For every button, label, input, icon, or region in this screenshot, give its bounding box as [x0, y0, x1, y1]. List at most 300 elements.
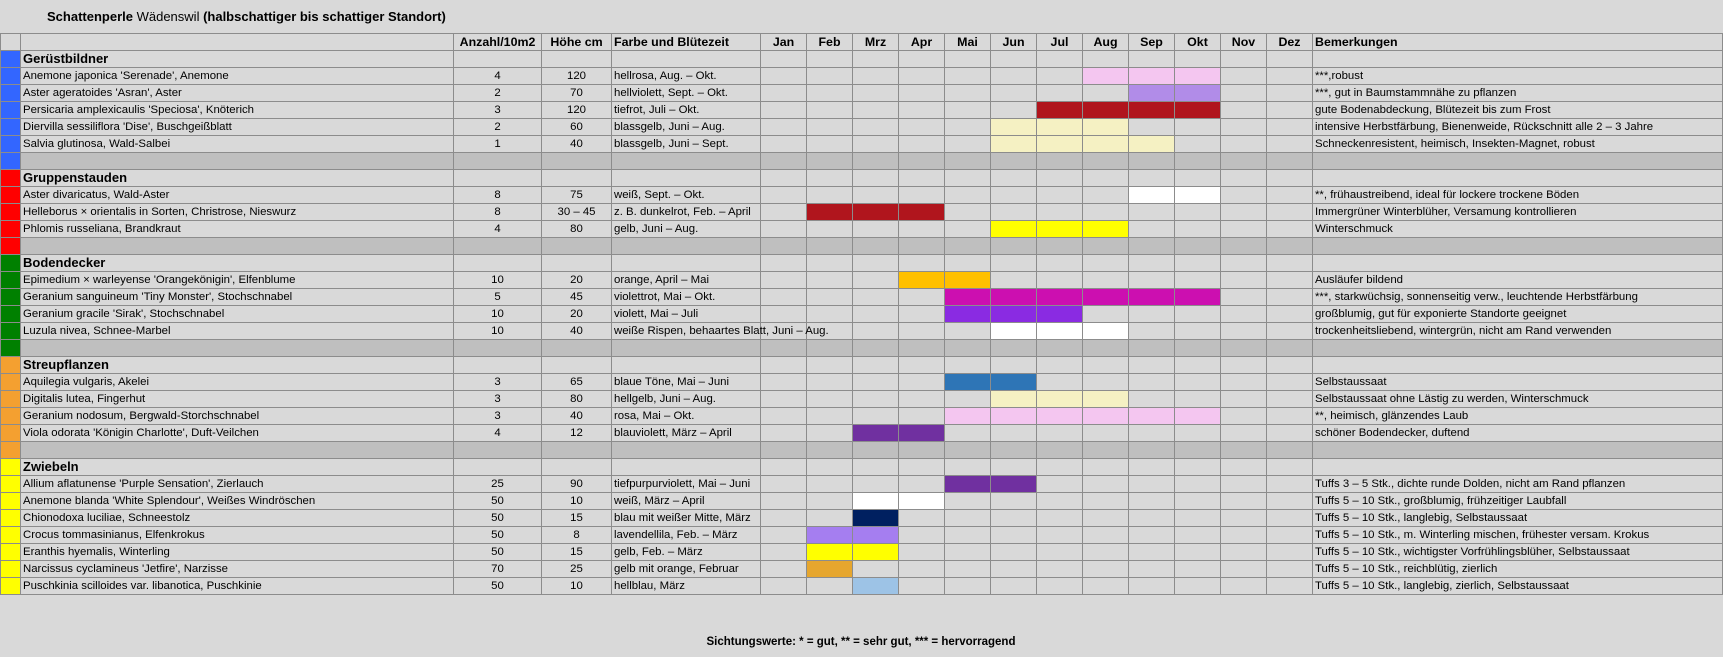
notes-cell[interactable]: intensive Herbstfärbung, Bienenweide, Rückschnitt alle 2 – 3 Jahre: [1313, 119, 1723, 136]
month-cell[interactable]: [761, 408, 807, 425]
empty-cell[interactable]: [1313, 170, 1723, 187]
month-cell[interactable]: [1267, 527, 1313, 544]
month-cell[interactable]: [1267, 544, 1313, 561]
height-cell[interactable]: 25: [542, 561, 612, 578]
separator-cell[interactable]: [1, 340, 21, 357]
bloom-cell[interactable]: blau mit weißer Mitte, März: [612, 510, 761, 527]
separator-cell[interactable]: [454, 238, 542, 255]
month-cell[interactable]: [1267, 119, 1313, 136]
empty-cell[interactable]: [1037, 51, 1083, 68]
month-cell[interactable]: [1267, 102, 1313, 119]
plant-name-cell[interactable]: Narcissus cyclamineus 'Jetfire', Narzisse: [21, 561, 454, 578]
empty-cell[interactable]: [991, 357, 1037, 374]
month-cell[interactable]: [1267, 323, 1313, 340]
bloom-cell[interactable]: tiefrot, Juli – Okt.: [612, 102, 761, 119]
bloom-month-cell[interactable]: [1037, 408, 1083, 425]
bloom-month-cell[interactable]: [1037, 119, 1083, 136]
month-cell[interactable]: [761, 68, 807, 85]
separator-cell[interactable]: [807, 442, 853, 459]
month-cell[interactable]: [807, 391, 853, 408]
bloom-month-cell[interactable]: [945, 476, 991, 493]
category-color-swatch[interactable]: [1, 272, 21, 289]
category-color-swatch[interactable]: [1, 68, 21, 85]
empty-cell[interactable]: [807, 459, 853, 476]
empty-cell[interactable]: [1129, 170, 1175, 187]
category-color-swatch[interactable]: [1, 51, 21, 68]
header-cell[interactable]: Okt: [1175, 34, 1221, 51]
month-cell[interactable]: [899, 391, 945, 408]
bloom-month-cell[interactable]: [1037, 391, 1083, 408]
separator-cell[interactable]: [1129, 153, 1175, 170]
separator-cell[interactable]: [1129, 238, 1175, 255]
separator-cell[interactable]: [1221, 340, 1267, 357]
height-cell[interactable]: 75: [542, 187, 612, 204]
separator-cell[interactable]: [454, 153, 542, 170]
month-cell[interactable]: [1267, 85, 1313, 102]
header-cell[interactable]: Feb: [807, 34, 853, 51]
category-name[interactable]: Zwiebeln: [21, 459, 454, 476]
separator-cell[interactable]: [1313, 153, 1723, 170]
quantity-cell[interactable]: 5: [454, 289, 542, 306]
empty-cell[interactable]: [1129, 255, 1175, 272]
bloom-month-cell[interactable]: [1083, 102, 1129, 119]
separator-cell[interactable]: [807, 340, 853, 357]
bloom-month-cell[interactable]: [991, 476, 1037, 493]
month-cell[interactable]: [807, 289, 853, 306]
month-cell[interactable]: [1175, 306, 1221, 323]
month-cell[interactable]: [945, 68, 991, 85]
bloom-month-cell[interactable]: [807, 544, 853, 561]
month-cell[interactable]: [945, 102, 991, 119]
month-cell[interactable]: [1037, 493, 1083, 510]
month-cell[interactable]: [1129, 493, 1175, 510]
empty-cell[interactable]: [853, 170, 899, 187]
bloom-month-cell[interactable]: [1037, 323, 1083, 340]
month-cell[interactable]: [1221, 289, 1267, 306]
separator-cell[interactable]: [1175, 340, 1221, 357]
quantity-cell[interactable]: 4: [454, 425, 542, 442]
bloom-month-cell[interactable]: [1037, 289, 1083, 306]
quantity-cell[interactable]: 2: [454, 119, 542, 136]
bloom-month-cell[interactable]: [899, 204, 945, 221]
separator-cell[interactable]: [1083, 153, 1129, 170]
plant-name-cell[interactable]: Aquilegia vulgaris, Akelei: [21, 374, 454, 391]
month-cell[interactable]: [1267, 187, 1313, 204]
month-cell[interactable]: [991, 187, 1037, 204]
month-cell[interactable]: [1129, 510, 1175, 527]
empty-cell[interactable]: [807, 357, 853, 374]
empty-cell[interactable]: [1313, 51, 1723, 68]
bloom-month-cell[interactable]: [945, 289, 991, 306]
plant-name-cell[interactable]: Phlomis russeliana, Brandkraut: [21, 221, 454, 238]
height-cell[interactable]: 20: [542, 306, 612, 323]
notes-cell[interactable]: gute Bodenabdeckung, Blütezeit bis zum Frost: [1313, 102, 1723, 119]
month-cell[interactable]: [1083, 204, 1129, 221]
month-cell[interactable]: [991, 272, 1037, 289]
notes-cell[interactable]: Tuffs 3 – 5 Stk., dichte runde Dolden, nicht am Rand pflanzen: [1313, 476, 1723, 493]
month-cell[interactable]: [807, 119, 853, 136]
quantity-cell[interactable]: 50: [454, 510, 542, 527]
bloom-cell[interactable]: gelb, Juni – Aug.: [612, 221, 761, 238]
bloom-month-cell[interactable]: [1129, 136, 1175, 153]
month-cell[interactable]: [945, 561, 991, 578]
bloom-month-cell[interactable]: [1129, 68, 1175, 85]
month-cell[interactable]: [1083, 272, 1129, 289]
quantity-cell[interactable]: 2: [454, 85, 542, 102]
month-cell[interactable]: [1083, 374, 1129, 391]
separator-cell[interactable]: [853, 238, 899, 255]
month-cell[interactable]: [853, 408, 899, 425]
empty-cell[interactable]: [1313, 255, 1723, 272]
bloom-cell[interactable]: blassgelb, Juni – Aug.: [612, 119, 761, 136]
month-cell[interactable]: [1083, 306, 1129, 323]
month-cell[interactable]: [945, 221, 991, 238]
separator-cell[interactable]: [1267, 340, 1313, 357]
empty-cell[interactable]: [945, 255, 991, 272]
month-cell[interactable]: [1175, 476, 1221, 493]
month-cell[interactable]: [1267, 204, 1313, 221]
quantity-cell[interactable]: 10: [454, 272, 542, 289]
month-cell[interactable]: [991, 510, 1037, 527]
empty-cell[interactable]: [991, 459, 1037, 476]
month-cell[interactable]: [991, 578, 1037, 595]
height-cell[interactable]: 40: [542, 136, 612, 153]
header-cell[interactable]: Apr: [899, 34, 945, 51]
plant-name-cell[interactable]: Helleborus × orientalis in Sorten, Christrose, Nieswurz: [21, 204, 454, 221]
bloom-month-cell[interactable]: [853, 510, 899, 527]
category-color-swatch[interactable]: [1, 136, 21, 153]
empty-cell[interactable]: [1037, 357, 1083, 374]
category-color-swatch[interactable]: [1, 255, 21, 272]
month-cell[interactable]: [853, 68, 899, 85]
category-color-swatch[interactable]: [1, 374, 21, 391]
month-cell[interactable]: [807, 272, 853, 289]
plant-name-cell[interactable]: Eranthis hyemalis, Winterling: [21, 544, 454, 561]
separator-cell[interactable]: [945, 153, 991, 170]
empty-cell[interactable]: [612, 51, 761, 68]
separator-cell[interactable]: [807, 153, 853, 170]
month-cell[interactable]: [807, 85, 853, 102]
empty-cell[interactable]: [1129, 357, 1175, 374]
bloom-month-cell[interactable]: [1175, 187, 1221, 204]
month-cell[interactable]: [761, 136, 807, 153]
empty-cell[interactable]: [1221, 51, 1267, 68]
quantity-cell[interactable]: 25: [454, 476, 542, 493]
month-cell[interactable]: [761, 102, 807, 119]
bloom-month-cell[interactable]: [1175, 85, 1221, 102]
bloom-month-cell[interactable]: [945, 374, 991, 391]
month-cell[interactable]: [1221, 136, 1267, 153]
month-cell[interactable]: [807, 102, 853, 119]
plant-name-cell[interactable]: Epimedium × warleyense 'Orangekönigin', Elfenblume: [21, 272, 454, 289]
bloom-month-cell[interactable]: [1083, 408, 1129, 425]
month-cell[interactable]: [1175, 136, 1221, 153]
bloom-cell[interactable]: hellviolett, Sept. – Okt.: [612, 85, 761, 102]
header-cell-empty[interactable]: [21, 34, 454, 51]
bloom-month-cell[interactable]: [1129, 187, 1175, 204]
empty-cell[interactable]: [454, 459, 542, 476]
empty-cell[interactable]: [1037, 170, 1083, 187]
month-cell[interactable]: [945, 578, 991, 595]
separator-cell[interactable]: [1221, 238, 1267, 255]
month-cell[interactable]: [1175, 323, 1221, 340]
empty-cell[interactable]: [1267, 357, 1313, 374]
month-cell[interactable]: [1129, 561, 1175, 578]
bloom-cell[interactable]: weiß, Sept. – Okt.: [612, 187, 761, 204]
quantity-cell[interactable]: 50: [454, 578, 542, 595]
header-cell-empty[interactable]: [1, 34, 21, 51]
empty-cell[interactable]: [1175, 51, 1221, 68]
plant-name-cell[interactable]: Persicaria amplexicaulis 'Speciosa', Knöterich: [21, 102, 454, 119]
height-cell[interactable]: 80: [542, 391, 612, 408]
empty-cell[interactable]: [991, 51, 1037, 68]
month-cell[interactable]: [1037, 510, 1083, 527]
month-cell[interactable]: [945, 85, 991, 102]
empty-cell[interactable]: [1129, 459, 1175, 476]
empty-cell[interactable]: [454, 170, 542, 187]
month-cell[interactable]: [1083, 85, 1129, 102]
month-cell[interactable]: [899, 578, 945, 595]
month-cell[interactable]: [807, 476, 853, 493]
plant-name-cell[interactable]: Chionodoxa luciliae, Schneestolz: [21, 510, 454, 527]
month-cell[interactable]: [761, 289, 807, 306]
separator-cell[interactable]: [1, 238, 21, 255]
category-color-swatch[interactable]: [1, 306, 21, 323]
header-cell[interactable]: Höhe cm: [542, 34, 612, 51]
empty-cell[interactable]: [1037, 255, 1083, 272]
month-cell[interactable]: [1037, 476, 1083, 493]
category-color-swatch[interactable]: [1, 459, 21, 476]
separator-cell[interactable]: [853, 153, 899, 170]
bloom-month-cell[interactable]: [991, 119, 1037, 136]
empty-cell[interactable]: [542, 255, 612, 272]
notes-cell[interactable]: **, frühaustreibend, ideal für lockere trockene Böden: [1313, 187, 1723, 204]
quantity-cell[interactable]: 4: [454, 221, 542, 238]
empty-cell[interactable]: [1175, 357, 1221, 374]
bloom-month-cell[interactable]: [899, 493, 945, 510]
month-cell[interactable]: [899, 476, 945, 493]
category-name[interactable]: Gruppenstauden: [21, 170, 454, 187]
bloom-month-cell[interactable]: [807, 527, 853, 544]
separator-cell[interactable]: [1, 442, 21, 459]
bloom-month-cell[interactable]: [853, 204, 899, 221]
bloom-month-cell[interactable]: [1083, 221, 1129, 238]
separator-cell[interactable]: [991, 442, 1037, 459]
separator-cell[interactable]: [761, 340, 807, 357]
bloom-cell[interactable]: blauviolett, März – April: [612, 425, 761, 442]
empty-cell[interactable]: [899, 51, 945, 68]
bloom-month-cell[interactable]: [1129, 102, 1175, 119]
month-cell[interactable]: [1175, 272, 1221, 289]
month-cell[interactable]: [1083, 510, 1129, 527]
notes-cell[interactable]: Selbstaussaat: [1313, 374, 1723, 391]
empty-cell[interactable]: [1313, 357, 1723, 374]
separator-cell[interactable]: [1313, 238, 1723, 255]
empty-cell[interactable]: [1083, 170, 1129, 187]
height-cell[interactable]: 10: [542, 578, 612, 595]
bloom-cell[interactable]: gelb mit orange, Februar: [612, 561, 761, 578]
empty-cell[interactable]: [761, 459, 807, 476]
bloom-month-cell[interactable]: [991, 374, 1037, 391]
empty-cell[interactable]: [991, 255, 1037, 272]
month-cell[interactable]: [1221, 493, 1267, 510]
separator-cell[interactable]: [1221, 153, 1267, 170]
separator-cell[interactable]: [761, 238, 807, 255]
empty-cell[interactable]: [1083, 51, 1129, 68]
bloom-month-cell[interactable]: [1129, 289, 1175, 306]
empty-cell[interactable]: [454, 51, 542, 68]
empty-cell[interactable]: [1313, 459, 1723, 476]
notes-cell[interactable]: Ausläufer bildend: [1313, 272, 1723, 289]
month-cell[interactable]: [1037, 272, 1083, 289]
empty-cell[interactable]: [1267, 51, 1313, 68]
month-cell[interactable]: [1037, 578, 1083, 595]
notes-cell[interactable]: schöner Bodendecker, duftend: [1313, 425, 1723, 442]
quantity-cell[interactable]: 70: [454, 561, 542, 578]
month-cell[interactable]: [1267, 561, 1313, 578]
separator-cell[interactable]: [542, 340, 612, 357]
empty-cell[interactable]: [853, 459, 899, 476]
month-cell[interactable]: [1175, 544, 1221, 561]
month-cell[interactable]: [853, 85, 899, 102]
month-cell[interactable]: [853, 306, 899, 323]
month-cell[interactable]: [1175, 221, 1221, 238]
empty-cell[interactable]: [1221, 357, 1267, 374]
empty-cell[interactable]: [899, 459, 945, 476]
month-cell[interactable]: [761, 493, 807, 510]
month-cell[interactable]: [899, 510, 945, 527]
empty-cell[interactable]: [454, 357, 542, 374]
month-cell[interactable]: [1221, 119, 1267, 136]
header-cell[interactable]: Bemerkungen: [1313, 34, 1723, 51]
month-cell[interactable]: [1267, 289, 1313, 306]
header-cell[interactable]: Farbe und Blütezeit: [612, 34, 761, 51]
month-cell[interactable]: [1267, 68, 1313, 85]
empty-cell[interactable]: [807, 51, 853, 68]
empty-cell[interactable]: [542, 170, 612, 187]
header-cell[interactable]: Nov: [1221, 34, 1267, 51]
month-cell[interactable]: [945, 527, 991, 544]
separator-cell[interactable]: [1175, 153, 1221, 170]
month-cell[interactable]: [1267, 136, 1313, 153]
month-cell[interactable]: [1037, 527, 1083, 544]
bloom-month-cell[interactable]: [807, 561, 853, 578]
bloom-month-cell[interactable]: [853, 425, 899, 442]
bloom-month-cell[interactable]: [1175, 68, 1221, 85]
month-cell[interactable]: [1129, 578, 1175, 595]
month-cell[interactable]: [1221, 306, 1267, 323]
month-cell[interactable]: [1221, 68, 1267, 85]
month-cell[interactable]: [761, 527, 807, 544]
month-cell[interactable]: [807, 187, 853, 204]
separator-cell[interactable]: [899, 153, 945, 170]
month-cell[interactable]: [899, 221, 945, 238]
empty-cell[interactable]: [807, 255, 853, 272]
month-cell[interactable]: [1267, 374, 1313, 391]
separator-cell[interactable]: [1267, 442, 1313, 459]
month-cell[interactable]: [899, 544, 945, 561]
month-cell[interactable]: [1175, 204, 1221, 221]
month-cell[interactable]: [761, 119, 807, 136]
empty-cell[interactable]: [1267, 459, 1313, 476]
header-cell[interactable]: Jan: [761, 34, 807, 51]
month-cell[interactable]: [761, 544, 807, 561]
separator-cell[interactable]: [21, 442, 454, 459]
bloom-month-cell[interactable]: [991, 136, 1037, 153]
empty-cell[interactable]: [1175, 170, 1221, 187]
category-color-swatch[interactable]: [1, 119, 21, 136]
month-cell[interactable]: [853, 323, 899, 340]
month-cell[interactable]: [1221, 391, 1267, 408]
quantity-cell[interactable]: 3: [454, 374, 542, 391]
height-cell[interactable]: 65: [542, 374, 612, 391]
empty-cell[interactable]: [853, 51, 899, 68]
bloom-cell[interactable]: gelb, Feb. – März: [612, 544, 761, 561]
month-cell[interactable]: [945, 510, 991, 527]
month-cell[interactable]: [1221, 476, 1267, 493]
month-cell[interactable]: [1037, 425, 1083, 442]
category-color-swatch[interactable]: [1, 408, 21, 425]
separator-cell[interactable]: [1037, 340, 1083, 357]
bloom-month-cell[interactable]: [1083, 136, 1129, 153]
empty-cell[interactable]: [761, 357, 807, 374]
month-cell[interactable]: [1221, 544, 1267, 561]
separator-cell[interactable]: [899, 442, 945, 459]
month-cell[interactable]: [853, 289, 899, 306]
notes-cell[interactable]: Schneckenresistent, heimisch, Insekten-Magnet, robust: [1313, 136, 1723, 153]
month-cell[interactable]: [1221, 221, 1267, 238]
bloom-cell[interactable]: rosa, Mai – Okt.: [612, 408, 761, 425]
month-cell[interactable]: [1221, 408, 1267, 425]
month-cell[interactable]: [1037, 561, 1083, 578]
category-color-swatch[interactable]: [1, 510, 21, 527]
month-cell[interactable]: [853, 476, 899, 493]
month-cell[interactable]: [945, 544, 991, 561]
month-cell[interactable]: [1175, 510, 1221, 527]
bloom-month-cell[interactable]: [991, 323, 1037, 340]
empty-cell[interactable]: [542, 459, 612, 476]
empty-cell[interactable]: [1221, 170, 1267, 187]
bloom-month-cell[interactable]: [853, 527, 899, 544]
quantity-cell[interactable]: 10: [454, 306, 542, 323]
empty-cell[interactable]: [853, 255, 899, 272]
month-cell[interactable]: [761, 561, 807, 578]
bloom-cell[interactable]: violett, Mai – Juli: [612, 306, 761, 323]
quantity-cell[interactable]: 3: [454, 408, 542, 425]
plant-name-cell[interactable]: Salvia glutinosa, Wald-Salbei: [21, 136, 454, 153]
bloom-month-cell[interactable]: [945, 306, 991, 323]
plant-name-cell[interactable]: Puschkinia scilloides var. libanotica, Puschkinie: [21, 578, 454, 595]
month-cell[interactable]: [761, 578, 807, 595]
month-cell[interactable]: [1221, 425, 1267, 442]
notes-cell[interactable]: ***, starkwüchsig, sonnenseitig verw., leuchtende Herbstfärbung: [1313, 289, 1723, 306]
month-cell[interactable]: [1221, 323, 1267, 340]
category-color-swatch[interactable]: [1, 323, 21, 340]
separator-cell[interactable]: [807, 238, 853, 255]
separator-cell[interactable]: [1037, 238, 1083, 255]
month-cell[interactable]: [945, 323, 991, 340]
month-cell[interactable]: [1129, 425, 1175, 442]
bloom-month-cell[interactable]: [991, 221, 1037, 238]
bloom-month-cell[interactable]: [899, 425, 945, 442]
month-cell[interactable]: [1129, 204, 1175, 221]
month-cell[interactable]: [899, 323, 945, 340]
bloom-cell[interactable]: violettrot, Mai – Okt.: [612, 289, 761, 306]
bloom-month-cell[interactable]: [991, 306, 1037, 323]
month-cell[interactable]: [761, 391, 807, 408]
height-cell[interactable]: 40: [542, 323, 612, 340]
month-cell[interactable]: [853, 221, 899, 238]
